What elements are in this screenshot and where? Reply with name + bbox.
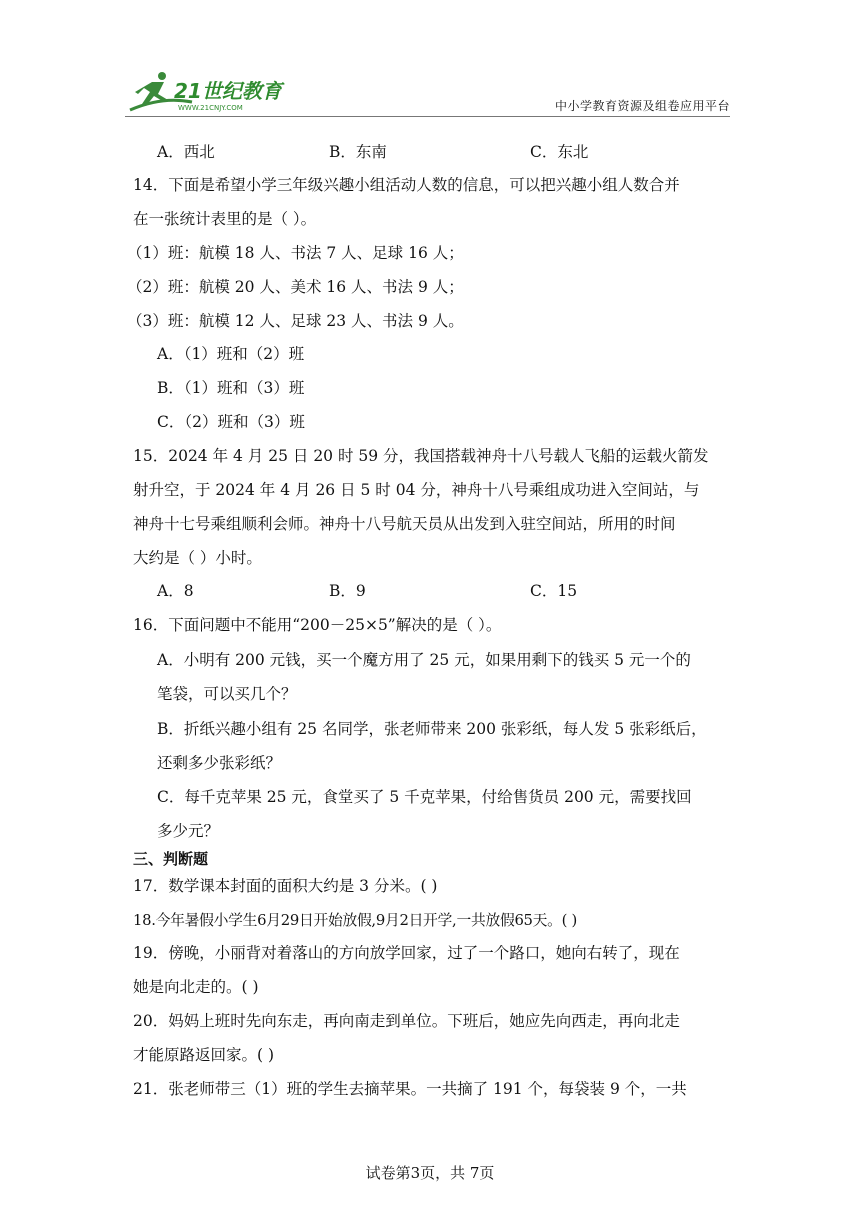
q14-info2: （2）班：航模 20 人、美术 16 人、书法 9 人；	[127, 278, 464, 296]
q19-line2: 她是向北走的。( )	[133, 978, 259, 996]
platform-label: 中小学教育资源及组卷应用平台	[554, 99, 730, 113]
q15-option-c: C．15	[530, 582, 578, 600]
logo-url: WWW.21CNJY.COM	[178, 104, 243, 112]
q19-line1: 19．傍晚，小丽背对着落山的方向放学回家，过了一个路口，她向右转了，现在	[133, 944, 680, 962]
q16-option-b-line2: 还剩多少张彩纸？	[157, 754, 282, 772]
q14-line2: 在一张统计表里的是（ ）。	[133, 210, 317, 228]
page-footer: 试卷第3页，共 7页	[365, 1164, 495, 1182]
q13-option-c: C．东北	[530, 143, 589, 161]
q16-option-b-line1: B．折纸兴趣小组有 25 名同学，张老师带来 200 张彩纸，每人发 5 张彩纸后，	[157, 720, 707, 738]
q15-options	[157, 580, 717, 602]
q15-option-b: B．9	[329, 582, 366, 600]
q14-option-c: C．（2）班和（3）班	[157, 413, 305, 431]
q15-option-a: A．8	[157, 582, 194, 600]
q16-line1: 16．下面问题中不能用“200－25×5”解决的是（ ）。	[133, 616, 502, 634]
q15-line3: 神舟十七号乘组顺利会师。神舟十八号航天员从出发到入驻空间站，所用的时间	[133, 515, 676, 533]
section-title: 三、判断题	[133, 850, 209, 868]
q13-options	[157, 141, 717, 163]
q14-info1: （1）班：航模 18 人、书法 7 人、足球 16 人；	[127, 244, 464, 262]
page-header	[0, 0, 860, 120]
logo	[122, 66, 292, 116]
q13-option-b: B．东南	[329, 143, 387, 161]
q21-line1: 21．张老师带三（1）班的学生去摘苹果。一共摘了 191 个，每袋装 9 个，一共	[133, 1080, 687, 1098]
q14-option-a: A．（1）班和（2）班	[157, 345, 305, 363]
q16-option-c-line2: 多少元？	[157, 822, 220, 840]
q17: 17．数学课本封面的面积大约是 3 分米。( )	[133, 877, 438, 895]
q14-option-b: B．（1）班和（3）班	[157, 379, 305, 397]
q14-info3: （3）班：航模 12 人、足球 23 人、书法 9 人。	[127, 312, 464, 330]
q16-option-a-line2: 笔袋，可以买几个？	[157, 685, 297, 703]
header-divider	[125, 116, 730, 117]
q20-line2: 才能原路返回家。( )	[133, 1046, 275, 1064]
q13-option-a: A．西北	[157, 143, 215, 161]
q14-line1: 14．下面是希望小学三年级兴趣小组活动人数的信息，可以把兴趣小组人数合并	[133, 176, 680, 194]
q15-line1: 15．2024 年 4 月 25 日 20 时 59 分，我国搭载神舟十八号载人飞船的运载火箭发	[133, 447, 709, 465]
logo-text: 21世纪教育	[174, 79, 282, 103]
q16-option-c-line1: C．每千克苹果 25 元，食堂买了 5 千克苹果，付给售货员 200 元，需要找回	[157, 788, 692, 806]
q15-line4: 大约是（ ）小时。	[133, 549, 262, 567]
q16-option-a-line1: A．小明有 200 元钱，买一个魔方用了 25 元，如果用剩下的钱买 5 元一个的	[157, 651, 691, 669]
q18: 18.今年暑假小学生6月29日开始放假,9月2日开学,一共放假65天。( )	[133, 912, 578, 929]
q20-line1: 20．妈妈上班时先向东走，再向南走到单位。下班后，她应先向西走，再向北走	[133, 1012, 680, 1030]
q15-line2: 射升空，于 2024 年 4 月 26 日 5 时 04 分，神舟十八号乘组成功进入空间站，与	[133, 481, 700, 499]
